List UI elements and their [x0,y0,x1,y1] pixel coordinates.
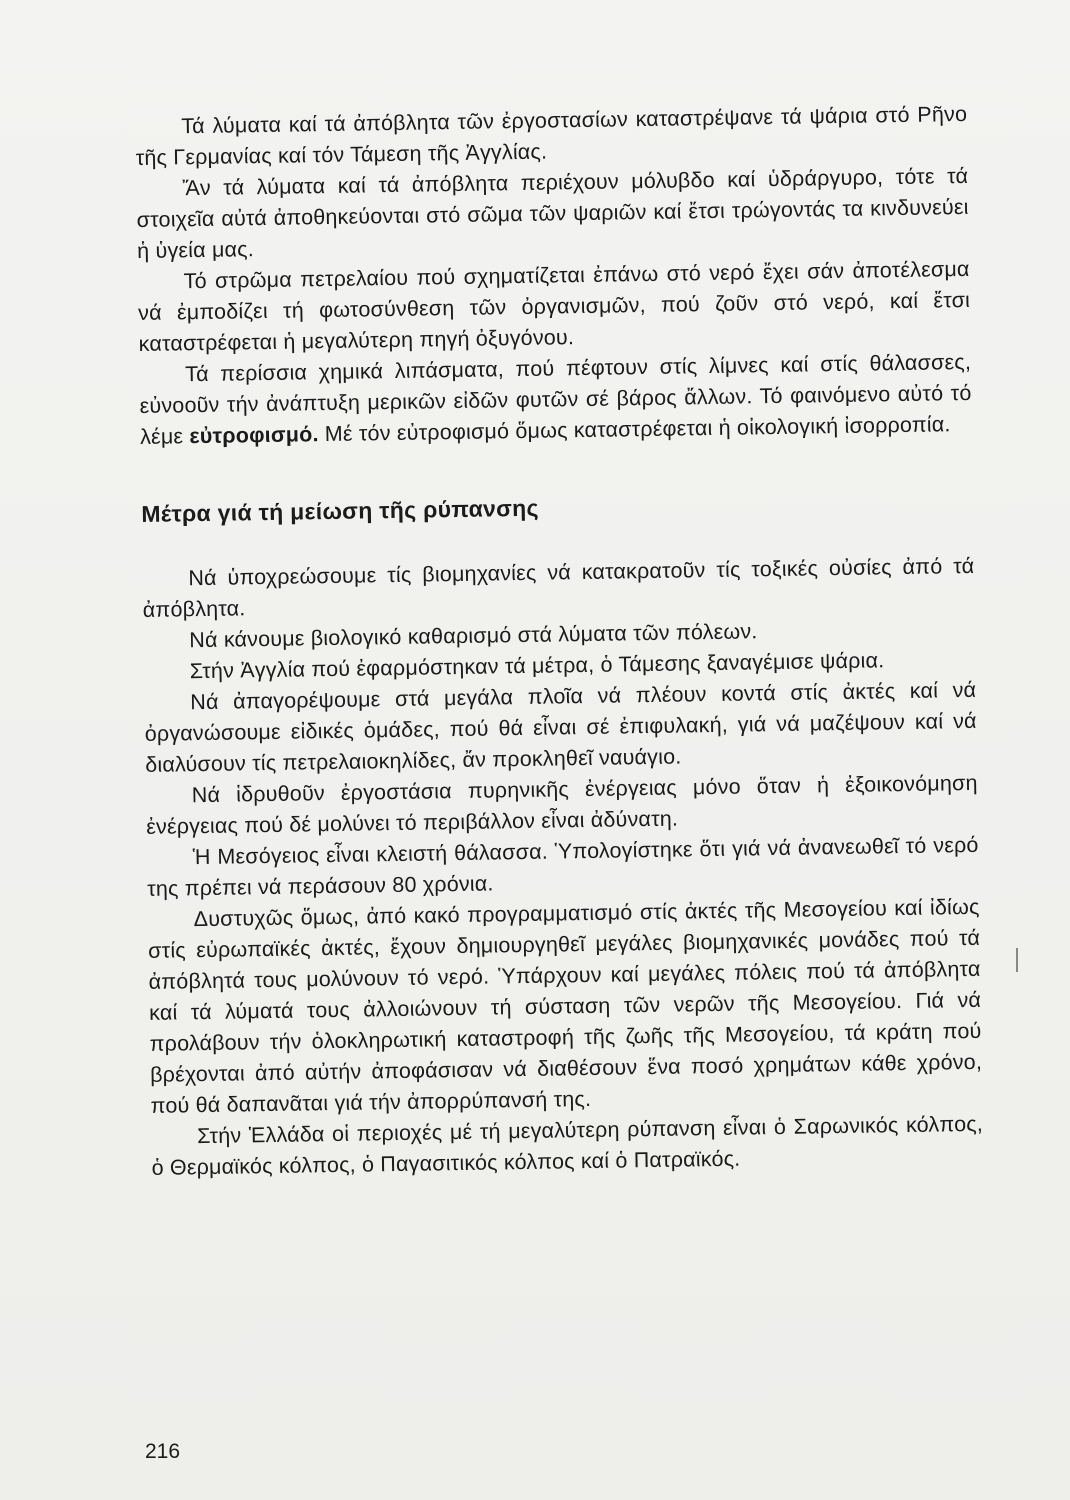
section-heading: Μέτρα γιά τή μείωση τῆς ρύπανσης [141,494,539,527]
eutrophism-text-after: Μέ τόν εὐτροφισμό ὅμως καταστρέφεται ἡ οἰκολογική ἰσορροπία. [318,412,951,447]
paragraph-lead-mercury: Ἄν τά λύματα καί τά ἀπόβλητα περιέχουν μόλυβδο καί ὑδράργυρο, τότε τά στοιχεῖα αὐτά ἀποθηκεύονται στό σῶμα τῶν ψαριῶν καί ἔτσι τρώγοντάς τα κινδυνεύει ἡ ὑγεία μας. [136,163,969,263]
paragraph-greece-gulfs: Στήν Ἑλλάδα οἱ περιοχές μέ τή μεγαλύτερη ρύπανση εἶναι ὁ Σαρωνικός κόλπος, ὁ Θερμαϊκός κόλπος, ὁ Παγασιτικός κόλπος καί ὁ Πατραϊκός. [151,1111,984,1180]
paragraph-oil-layer: Τό στρῶμα πετρελαίου πού σχηματίζεται ἐπάνω στό νερό ἔχει σάν ἀποτέλεσμα νά ἐμποδίζει τή φωτοσύνθεση τῶν ὀργανισμῶν, πού ζοῦν στό νερό, καί ἔτσι καταστρέφεται ἡ μεγαλύτερη πηγή ὀξυγόνου. [137,256,971,356]
eutrophism-text-before: Τά περίσσια χημικά λιπάσματα, πού πέφτουν στίς λίμνες καί στίς θάλασσες, εὐνοοῦν τήν ἀνάπτυξη μερικῶν εἰδῶν φυτῶν σέ βάρος ἄλλων. Τό φαινόμενο αὐτό τό λέμε [139,349,972,449]
measure-biological-cleaning: Νά κάνουμε βιολογικό καθαρισμό στά λύματα τῶν πόλεων. [189,619,758,653]
eutrophism-term: εὐτροφισμό. [189,422,319,449]
page-number: 216 [145,1440,181,1463]
paragraph-fish-destroyed: Τά λύματα καί τά ἀπόβλητα τῶν ἐργοστασίων καταστρέψανε τά ψάρια στό Ρῆνο τῆς Γερμανίας καί τόν Τάμεση τῆς Ἀγγλίας. [135,101,968,170]
paragraph-eutrophism [139,347,972,453]
page-content [135,99,984,1184]
measure-ships-ban: Νά ἀπαγορέψουμε στά μεγάλα πλοῖα νά πλέουν κοντά στίς ἀκτές καί νά ὀργανώσουμε εἰδικές ὁμάδες, πού θά εἶναι σέ ἐπιφυλακή, γιά νά μαζέψουν καί νά διαλύσουν τίς πετρελαιοκηλίδες, ἄν προκληθεῖ ναυάγιο. [144,677,977,777]
measure-thames-example: Στήν Ἀγγλία πού ἐφαρμόστηκαν τά μέτρα, ὁ Τάμεσης ξαναγέμισε ψάρια. [189,648,885,684]
paragraph-mediterranean-closed-sea: Ἡ Μεσόγειος εἶναι κλειστή θάλασσα. Ὑπολογίστηκε ὅτι γιά νά ἀνανεωθεῖ τό νερό της πρέπει νά περάσουν 80 χρόνια. [147,832,979,901]
paragraph-mediterranean-pollution: Δυστυχῶς ὅμως, ἀπό κακό προγραμματισμό στίς ἀκτές τῆς Μεσογείου καί ἰδίως στίς εὐρωπαϊκές ἀκτές, ἔχουν δημιουργηθεῖ μεγάλες βιομηχανικές μονάδες πού τά ἀπόβλητά τους μολύνουν τό νερό. Ὑπάρχουν καί μεγάλες πόλεις πού τά ἀπόβλητα καί τά λύματά τους ἀλλοιώνουν τή σύσταση τῶν νερῶν τῆς Μεσογείου. Γιά νά προλάβουν τήν ὁλοκληρωτική καταστροφή τῆς ζωῆς τῆς Μεσογείου, τά κράτη πού βρέχονται ἀπό αὐτήν ἀποφάσισαν νά διαθέσουν ἕνα ποσό χρημάτων κάθε χρόνο, πού θά δαπανᾶται γιά τήν ἀπορρύπανσή της. [147,894,983,1118]
measure-nuclear-plants: Νά ἱδρυθοῦν ἐργοστάσια πυρηνικῆς ἐνέργειας μόνο ὅταν ἡ ἐξοικονόμηση ἐνέργειας πού δέ μολύνει τό περιβάλλον εἶναι ἀδύνατη. [146,770,978,839]
measure-toxic-substances: Νά ὑποχρεώσουμε τίς βιομηχανίες νά κατακρατοῦν τίς τοξικές οὐσίες ἀπό τά ἀπόβλητα. [142,553,975,622]
scan-edge-mark [1016,948,1018,972]
